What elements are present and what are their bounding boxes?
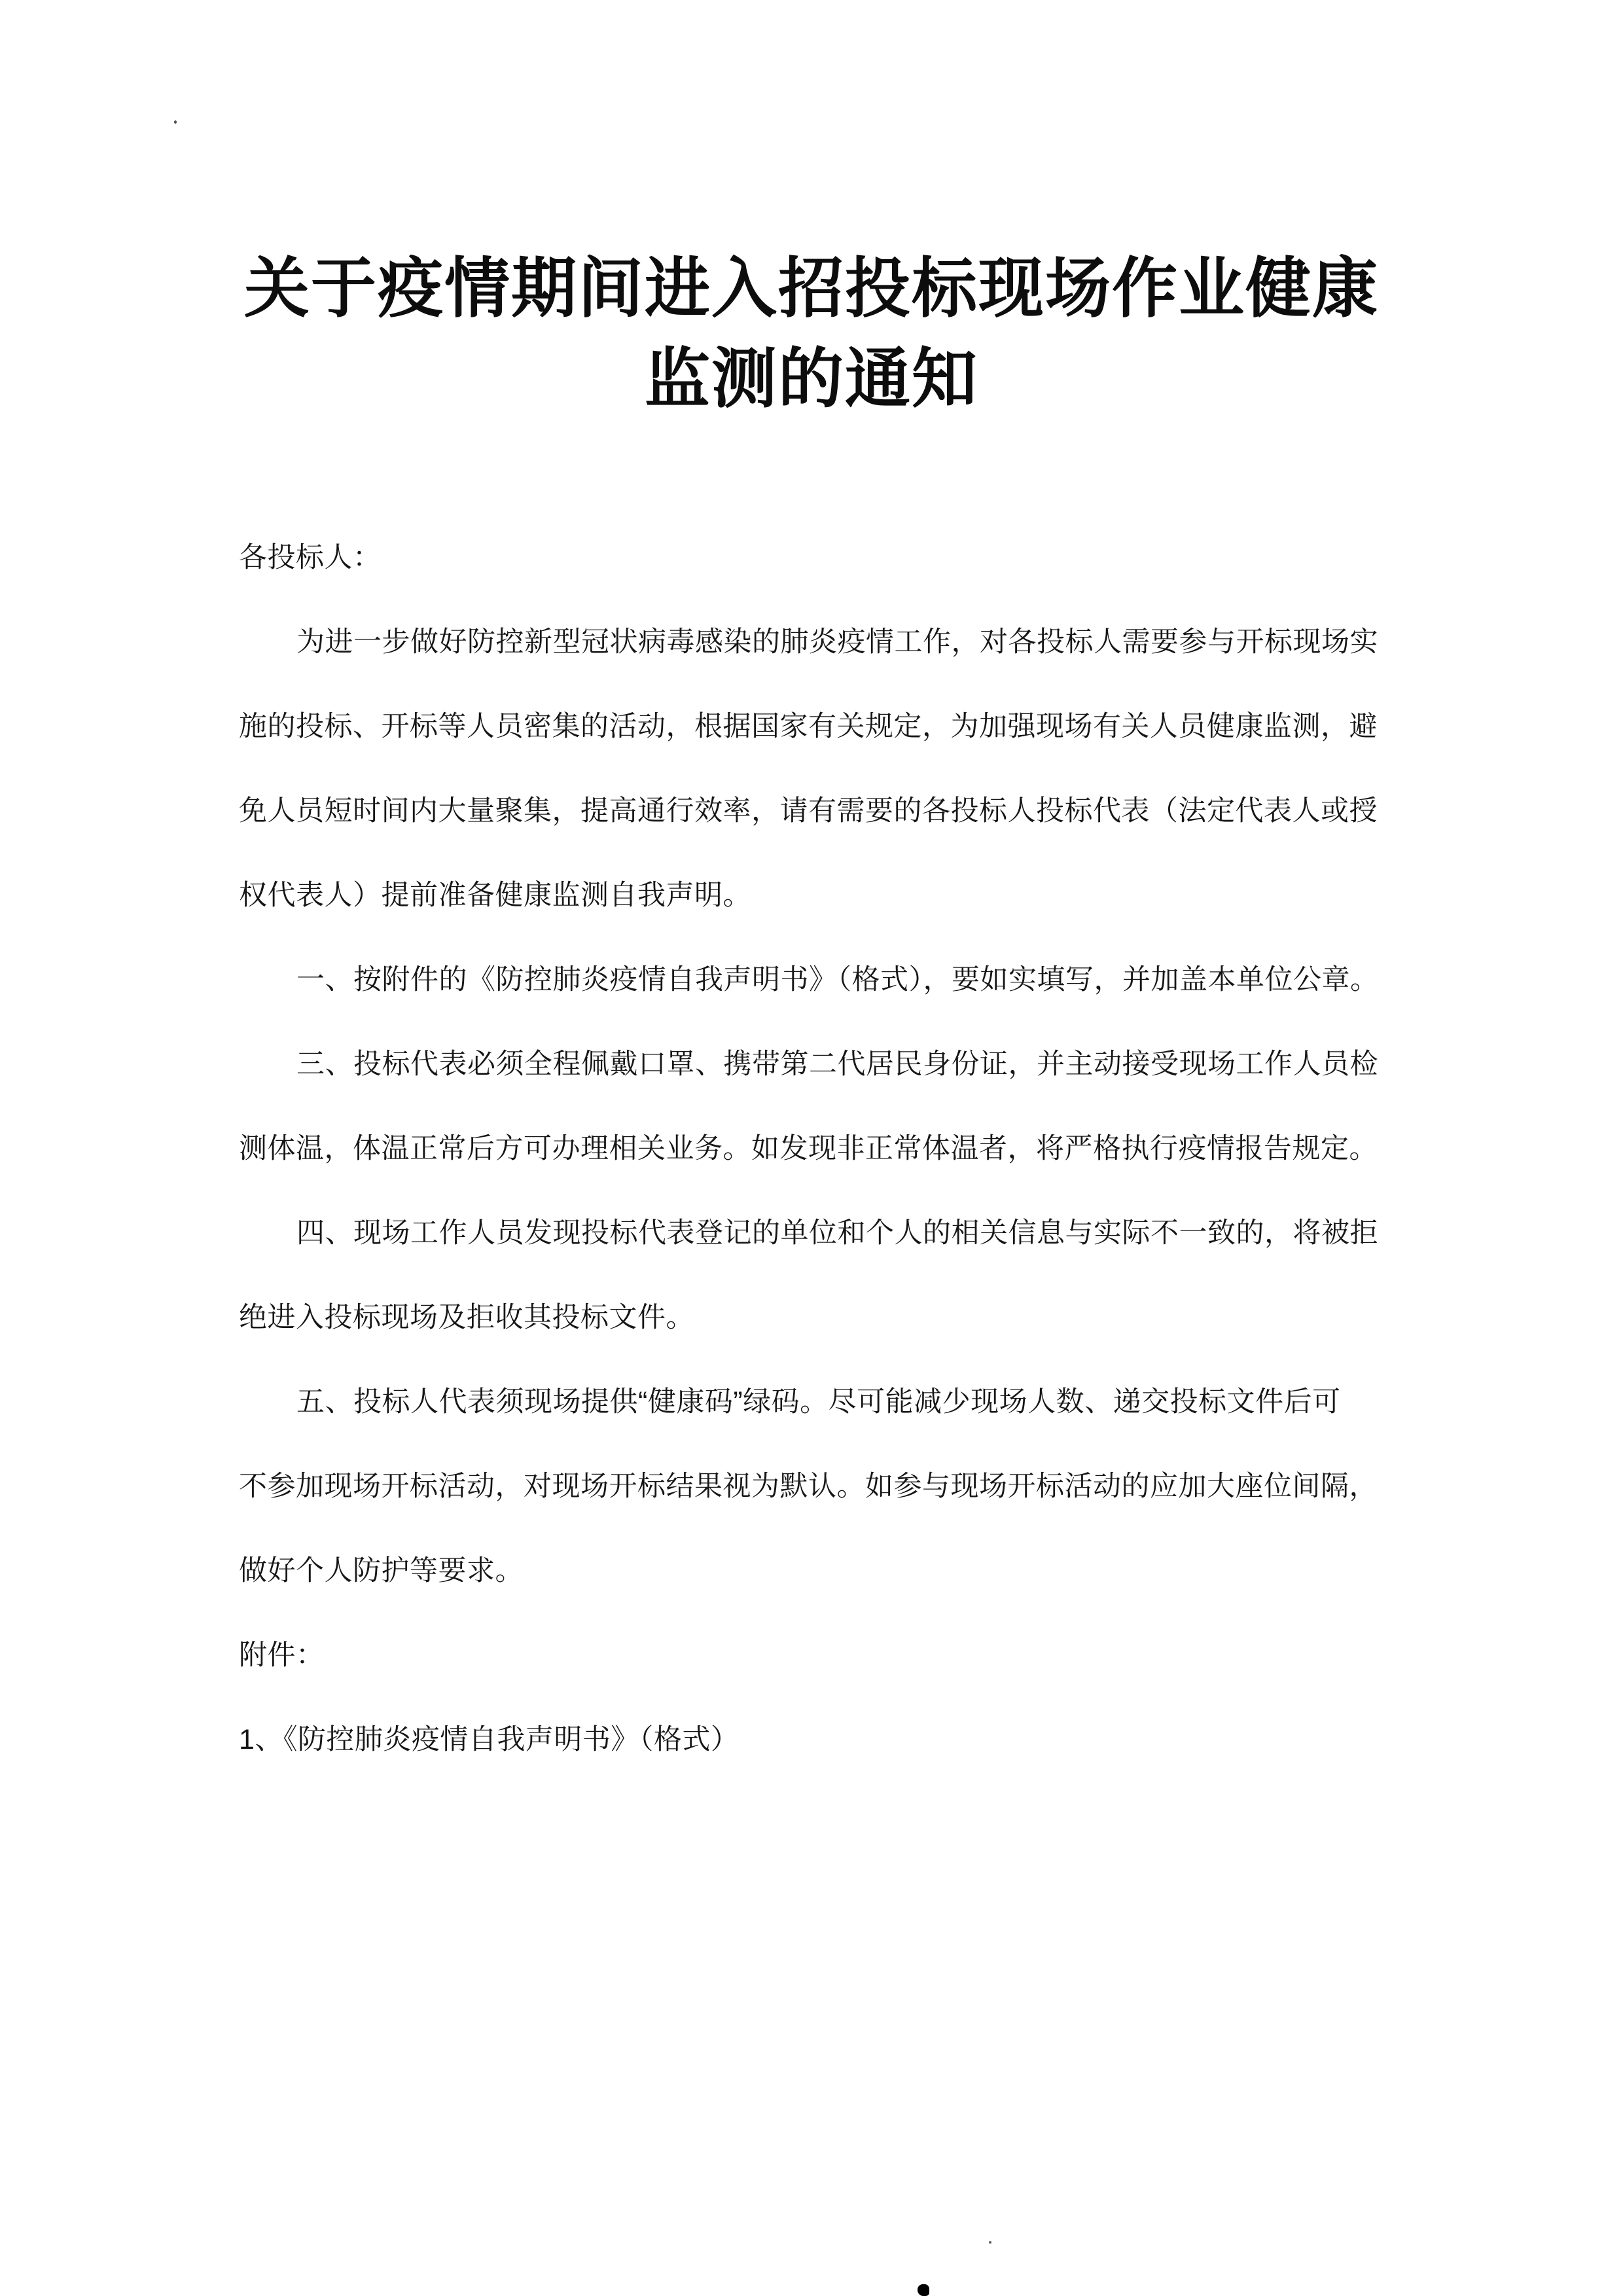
item-5-line-1: 五、投标人代表须现场提供“健康码”绿码。尽可能减少现场人数、递交投标文件后可 [296, 1386, 1341, 1418]
item-1-line-1: 一、按附件的《防控肺炎疫情自我声明书》（格式），要如实填写，并加盖本单位公章。 [296, 964, 1379, 996]
item-3-line-2: 测体温，体温正常后方可办理相关业务。如发现非正常体温者，将严格执行疫情报告规定。 [239, 1133, 1378, 1164]
paragraph-1-line-1: 为进一步做好防控新型冠状病毒感染的肺炎疫情工作，对各投标人需要参与开标现场实 [296, 626, 1378, 658]
item-5-line-3: 做好个人防护等要求。 [239, 1555, 524, 1587]
item-5-line-2: 不参加现场开标活动，对现场开标结果视为默认。如参与现场开标活动的应加大座位间隔， [239, 1471, 1378, 1502]
attachment-heading: 附件： [239, 1640, 325, 1671]
scan-speck [174, 120, 177, 124]
salutation-line: 各投标人： [239, 542, 382, 573]
document-title-line-1: 关于疫情期间进入招投标现场作业健康 [244, 252, 1379, 325]
item-4-line-1: 四、现场工作人员发现投标代表登记的单位和个人的相关信息与实际不一致的，将被拒 [296, 1217, 1378, 1249]
paragraph-1-line-4: 权代表人）提前准备健康监测自我声明。 [239, 880, 751, 911]
attachment-item-1: 1、《防控肺炎疫情自我声明书》（格式） [239, 1724, 740, 1755]
scan-speck [989, 2241, 991, 2244]
paragraph-1-line-3: 免人员短时间内大量聚集，提高通行效率，请有需要的各投标人投标代表（法定代表人或授 [239, 795, 1378, 827]
document-body [239, 516, 1391, 1782]
scan-ink-blot [918, 2284, 929, 2296]
document-title [0, 243, 1623, 424]
paragraph-1-line-2: 施的投标、开标等人员密集的活动，根据国家有关规定，为加强现场有关人员健康监测，避 [239, 711, 1378, 742]
item-4-line-2: 绝进入投标现场及拒收其投标文件。 [239, 1302, 694, 1333]
item-3-line-1: 三、投标代表必须全程佩戴口罩、携带第二代居民身份证，并主动接受现场工作人员检 [296, 1049, 1378, 1080]
document-title-line-2: 监测的通知 [645, 342, 978, 416]
